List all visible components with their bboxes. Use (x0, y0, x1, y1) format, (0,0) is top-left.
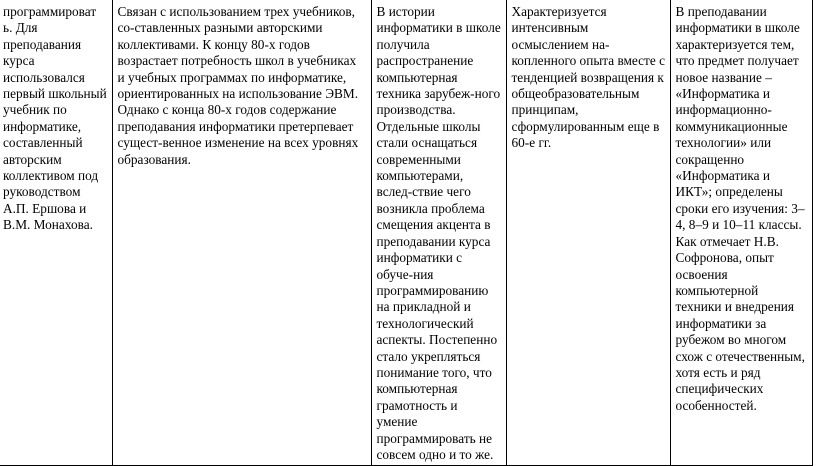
table-cell-col4 (506, 0, 670, 466)
col4-text: Характеризуется интенсивным осмыслением на-копленного опыта вместе с тенденцией возвращения к общеобразовательным принципам, сформулированным еще в 60-е гг. (511, 4, 665, 151)
col5-text: В преподавании информатики в школе характеризуется тем, что предмет получает новое название – «Информатика и информационно-коммуникационные технологии» или сокращенно «Информатика и ИКТ»; определены сроки его изучения: 3–4, 8–9 и 10–11 классы. Как отмечает Н.В. Софронова, опыт освоения компьютерной техники и внедрения информатики за рубежом во многом схож с отечественным, хотя есть и ряд специфических особенностей. (675, 4, 805, 413)
col2-paragraph-2: Однако с конца 80-х годов содержание преподавания информатики претерпевает сущест-венное изменение на всех уровнях образования. (117, 102, 359, 167)
table-cell-col3 (371, 0, 506, 466)
table-cell-col2 (112, 0, 371, 466)
table-cell-col5 (670, 0, 812, 466)
col1-text: программироват ь. Для преподавания курса использовался первый школьный учебник по информатике, составленный авторским коллективом под руководством А.П. Ершова и В.М. Монахова. (3, 4, 107, 233)
table-cell-col1 (0, 0, 112, 466)
col3-text: В истории информатики в школе получила распространение компьютерная техника зарубеж-ного производства. Отдельные школы стали оснащаться современными компьютерами, вслед-ствие чего возникла проблема смещения акцента в преподавании курса информатики с обуче-ния программированию на прикладной и технологический аспекты. Постепенно стало укрепляться понимание того, что компьютерная грамотность и умение программировать не совсем одно и то же. (376, 4, 501, 462)
col2-paragraph-1: Связан с использованием трех учебников, со-ставленных разными авторскими коллективами. К концу 80-х годов возрастает потребность школ в учебниках и учебных программах по информатике, ориентированных на использование ЭВМ. (117, 4, 359, 102)
